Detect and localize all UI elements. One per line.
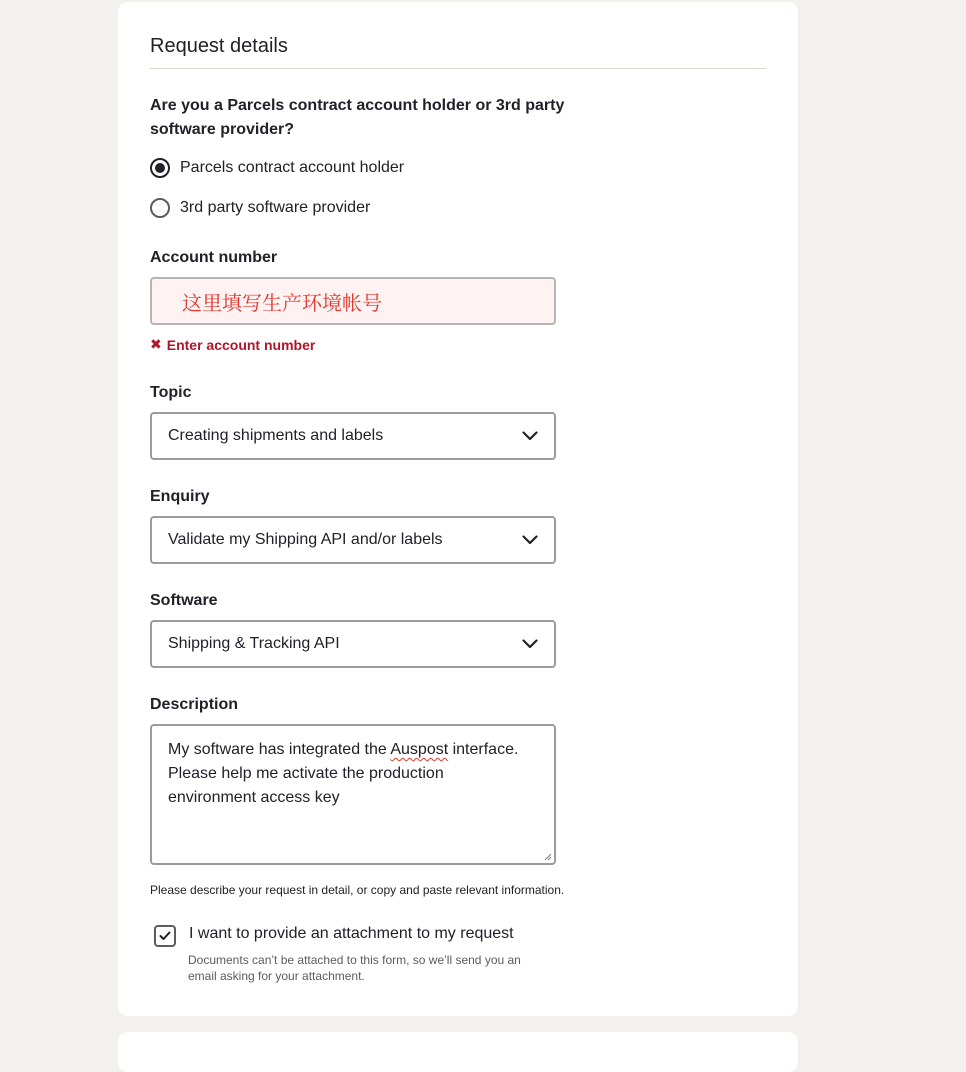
description-line-1 [168,738,538,762]
account-error-message [150,336,315,353]
description-line-3: environment access key [168,789,340,806]
attachment-checkbox[interactable] [154,925,176,947]
software-select[interactable] [150,620,556,668]
attachment-note: Documents can’t be attached to this form, so we’ll send you an email asking for your attachment. [188,953,521,983]
enquiry-value: Validate my Shipping API and/or labels [168,531,443,548]
next-section-card [118,1032,798,1072]
radio-contract-holder[interactable] [150,158,404,178]
customer-type-question: Are you a Parcels contract account holder or 3rd party software provider? [150,97,565,138]
chevron-down-icon [522,636,538,652]
software-label: Software [150,592,218,609]
enquiry-select[interactable] [150,516,556,564]
section-divider [150,68,766,69]
description-help-text: Please describe your request in detail, or copy and paste relevant information. [150,883,565,897]
radio-button[interactable] [150,198,170,218]
account-number-value: 这里填写生产环境帐号 [182,290,382,315]
account-number-label: Account number [150,249,278,266]
error-text: Enter account number [166,336,316,353]
description-label: Description [150,696,239,713]
enquiry-label: Enquiry [150,488,210,505]
chevron-down-icon [522,428,538,444]
radio-software-provider[interactable] [150,198,370,218]
text-segment: My software has integrated the [168,741,391,758]
radio-button-selected[interactable] [150,158,170,178]
chevron-down-icon [522,532,538,548]
description-line-2: Please help me activate the production [168,765,444,782]
resize-handle-icon[interactable] [544,853,552,861]
radio-label: Parcels contract account holder [180,159,405,176]
topic-label: Topic [150,384,192,401]
radio-label: 3rd party software provider [180,199,371,216]
attachment-checkbox-row[interactable] [154,923,514,947]
section-title: Request details [150,35,288,57]
x-icon: ✖ [150,336,162,352]
description-textarea[interactable] [150,724,556,865]
software-value: Shipping & Tracking API [168,635,340,652]
attachment-label: I want to provide an attachment to my request [189,925,514,942]
account-number-input[interactable] [150,277,556,325]
request-details-card [118,2,798,1016]
topic-select[interactable] [150,412,556,460]
checkmark-icon [159,931,171,941]
topic-value: Creating shipments and labels [168,427,384,444]
misspelled-word: Auspost [390,741,449,758]
text-segment: interface. [448,741,519,758]
